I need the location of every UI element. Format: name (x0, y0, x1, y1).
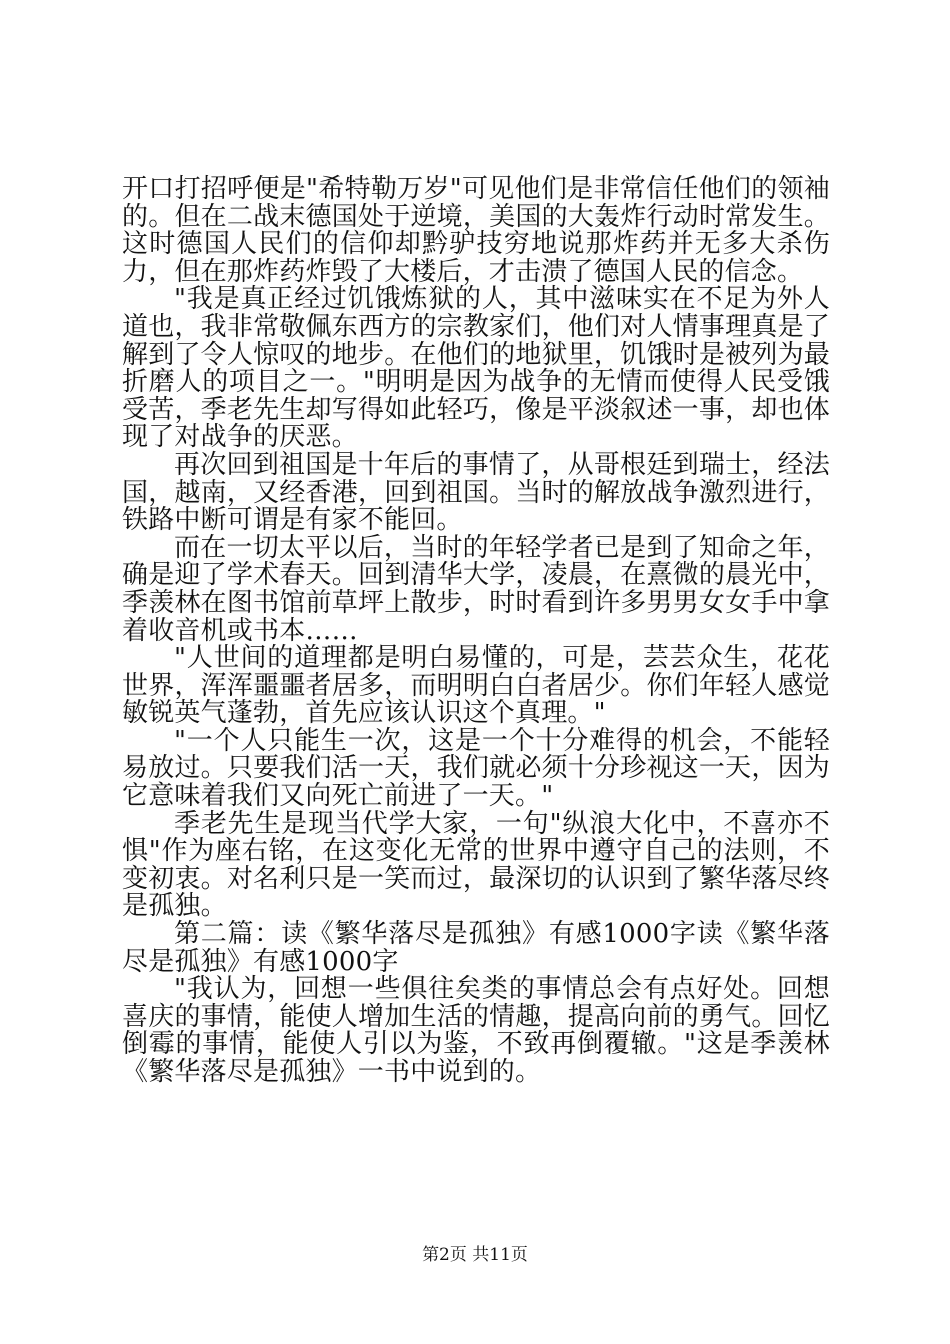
paragraph-1: 开口打招呼便是"希特勒万岁"可见他们是非常信任他们的领袖的。但在二战末德国处于逆境，美国的大轰炸行动时常发生。这时德国人民们的信仰却黔驴技穷地说那炸药并无多大杀伤力，但在那炸药炸毁了大楼后，才击溃了德国人民的信念。 (122, 174, 830, 287)
paragraph-5: "人世间的道理都是明白易懂的，可是，芸芸众生，花花世界，浑浑噩噩者居多，而明明白白者居少。你们年轻人感觉敏锐英气蓬勃，首先应该认识这个真理。" (122, 643, 830, 729)
paragraph-9: "我认为，回想一些俱往矣类的事情总会有点好处。回想喜庆的事情，能使人增加生活的情趣，提高向前的勇气。回忆倒霉的事情，能使人引以为鉴，不致再倒覆辙。"这是季羡林《繁华落尽是孤独》一书中说到的。 (122, 974, 830, 1087)
section-heading-paragraph: 第二篇：读《繁华落尽是孤独》有感1000字读《繁华落尽是孤独》有感1000字 (122, 919, 830, 977)
paragraph-6: "一个人只能生一次，这是一个十分难得的机会，不能轻易放过。只要我们活一天，我们就必须十分珍视这一天，因为它意味着我们又向死亡前进了一天。" (122, 725, 830, 812)
document-body (122, 176, 830, 1087)
paragraph-3: 再次回到祖国是十年后的事情了，从哥根廷到瑞士，经法国，越南，又经香港，回到祖国。当时的解放战争激烈进行，铁路中断可谓是有家不能回。 (122, 449, 830, 536)
paragraph-4: 而在一切太平以后，当时的年轻学者已是到了知命之年，确是迎了学术春天。回到清华大学，凌晨，在熹微的晨光中，季羡林在图书馆前草坪上散步，时时看到许多男男女女手中拿着收音机或书本…… (122, 532, 830, 646)
paragraph-7: 季老先生是现当代学大家，一句"纵浪大化中，不喜亦不惧"作为座右铭，在这变化无常的世界中遵守自己的法则，不变初衷。对名利只是一笑而过，最深切的认识到了繁华落尽终是孤独。 (122, 808, 830, 922)
paragraph-2: "我是真正经过饥饿炼狱的人，其中滋味实在不足为外人道也，我非常敬佩东西方的宗教家们，他们对人情事理真是了解到了令人惊叹的地步。在他们的地狱里，饥饿时是被列为最折磨人的项目之一。"明明是因为战争的无情而使得人民受饿受苦，季老先生却写得如此轻巧，像是平淡叙述一事，却也体现了对战争的厌恶。 (122, 284, 830, 453)
page-footer: 第2页 共11页 (422, 1245, 528, 1265)
